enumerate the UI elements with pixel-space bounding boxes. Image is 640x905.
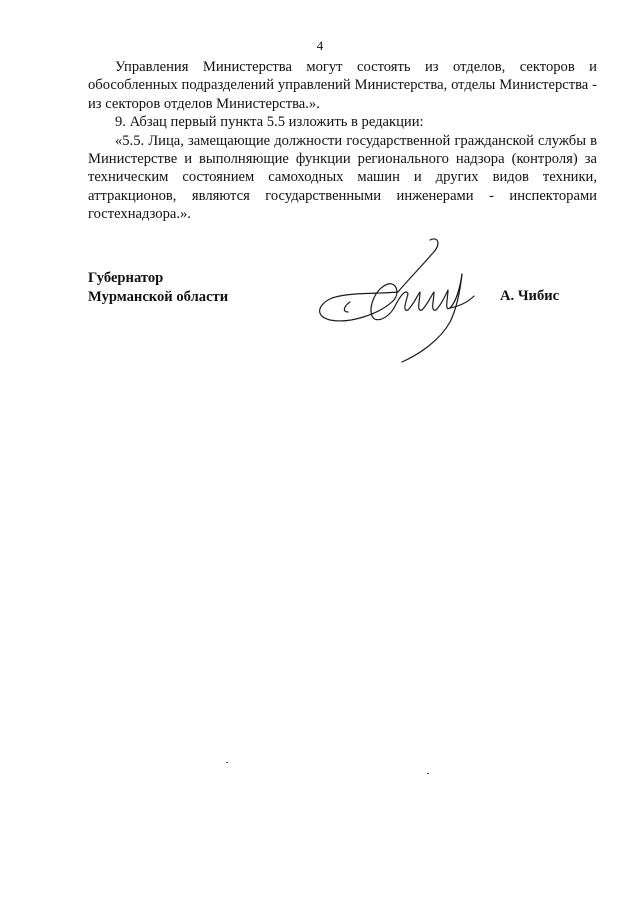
paragraph-clause-5-5: «5.5. Лица, замещающие должности государственной гражданской службы в Министерстве и выполняющие функции регионального надзора (контроля) за техническим состоянием самоходных машин и других видов техники, аттракционов, являются государственными инженерами - инспекторами гостехнадзора.». [88,132,597,223]
signatory-title-line2: Мурманской области [88,289,229,305]
signatory-title-line1: Губернатор [88,270,164,286]
scan-speck [427,773,429,774]
scan-speck [226,762,228,763]
signatory-name: А. Чибис [500,288,560,304]
paragraph-ministry-structure: Управления Министерства могут состоять из отделов, секторов и обособленных подразделений управлений Министерства, отделы Министерства - из секторов отделов Министерства.». [88,59,597,112]
signatory-title [88,269,228,307]
page-number: 4 [316,38,324,53]
document-body [88,58,597,224]
paragraph-item-9: 9. Абзац первый пункта 5.5 изложить в редакции: [115,114,424,131]
handwritten-signature [310,232,500,367]
